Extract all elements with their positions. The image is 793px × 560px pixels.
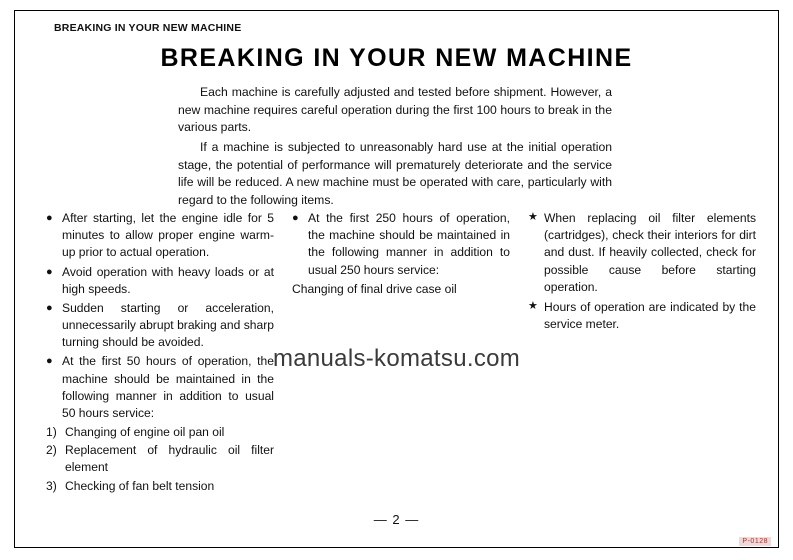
page-number: — 2 — <box>373 512 420 527</box>
page-title: BREAKING IN YOUR NEW MACHINE <box>160 44 633 72</box>
bullet-dot-icon: ● <box>46 301 53 314</box>
running-head: BREAKING IN YOUR NEW MACHINE <box>54 22 242 34</box>
intro-paragraph-2: If a machine is subjected to unreasonably hard use at the initial operation stage, the potential of performance will prematurely deteriorate and the service life will be reduced. A new machine must be operated with care, particularly with regard to the following items. <box>178 140 612 208</box>
list-item <box>528 210 756 296</box>
list-item-text: Avoid operation with heavy loads or at high speeds. <box>62 264 274 296</box>
star-icon: ★ <box>528 211 538 223</box>
numbered-list-item <box>46 442 274 476</box>
numbered-list-text: Replacement of hydraulic oil filter element <box>65 443 274 475</box>
numbered-list-marker: 1) <box>46 425 57 440</box>
document-code: P-0128 <box>739 537 771 546</box>
numbered-list-marker: 3) <box>46 478 57 493</box>
middle-column-note: Changing of final drive case oil <box>292 281 457 296</box>
list-item <box>46 300 274 352</box>
list-item-text: At the first 50 hours of operation, the machine should be maintained in the following manner in addition to usual 50 hours service: <box>62 354 274 420</box>
list-item-text: Hours of operation are indicated by the service meter. <box>544 299 756 332</box>
numbered-list-text: Changing of engine oil pan oil <box>65 425 225 440</box>
star-icon: ★ <box>528 299 538 312</box>
numbered-list-text: Checking of fan belt tension <box>65 478 215 493</box>
watermark: manuals-komatsu.com <box>272 345 521 372</box>
list-item-text: After starting, let the engine idle for 5 minutes to allow proper engine warm-up prior to actual operation. <box>62 211 274 260</box>
list-item <box>46 210 274 262</box>
list-item-text: When replacing oil filter elements (cartridges), check their interiors for dirt and dust. If heavily collected, check for possible cause before starting operation. <box>544 211 756 294</box>
list-item-text: Sudden starting or acceleration, unnecessarily abrupt braking and sharp turning should be avoided. <box>62 300 274 350</box>
list-item <box>292 210 510 279</box>
bullet-dot-icon: ● <box>46 355 53 368</box>
intro-paragraph-1: Each machine is carefully adjusted and tested before shipment. However, a new machine requires careful operation during the first 100 hours to break in the various parts. <box>178 85 612 135</box>
numbered-list-item <box>46 478 274 495</box>
list-item <box>46 264 274 298</box>
numbered-list-item <box>46 424 274 441</box>
bullet-dot-icon: ● <box>292 212 299 224</box>
bullet-dot-icon: ● <box>46 265 53 278</box>
list-item-text: At the first 250 hours of operation, the machine should be maintained in the following manner in addition to usual 250 hours service: <box>308 211 510 277</box>
intro-section <box>178 84 612 212</box>
list-item <box>528 299 756 333</box>
numbered-list-marker: 2) <box>46 443 57 458</box>
bullet-dot-icon: ● <box>46 212 53 224</box>
